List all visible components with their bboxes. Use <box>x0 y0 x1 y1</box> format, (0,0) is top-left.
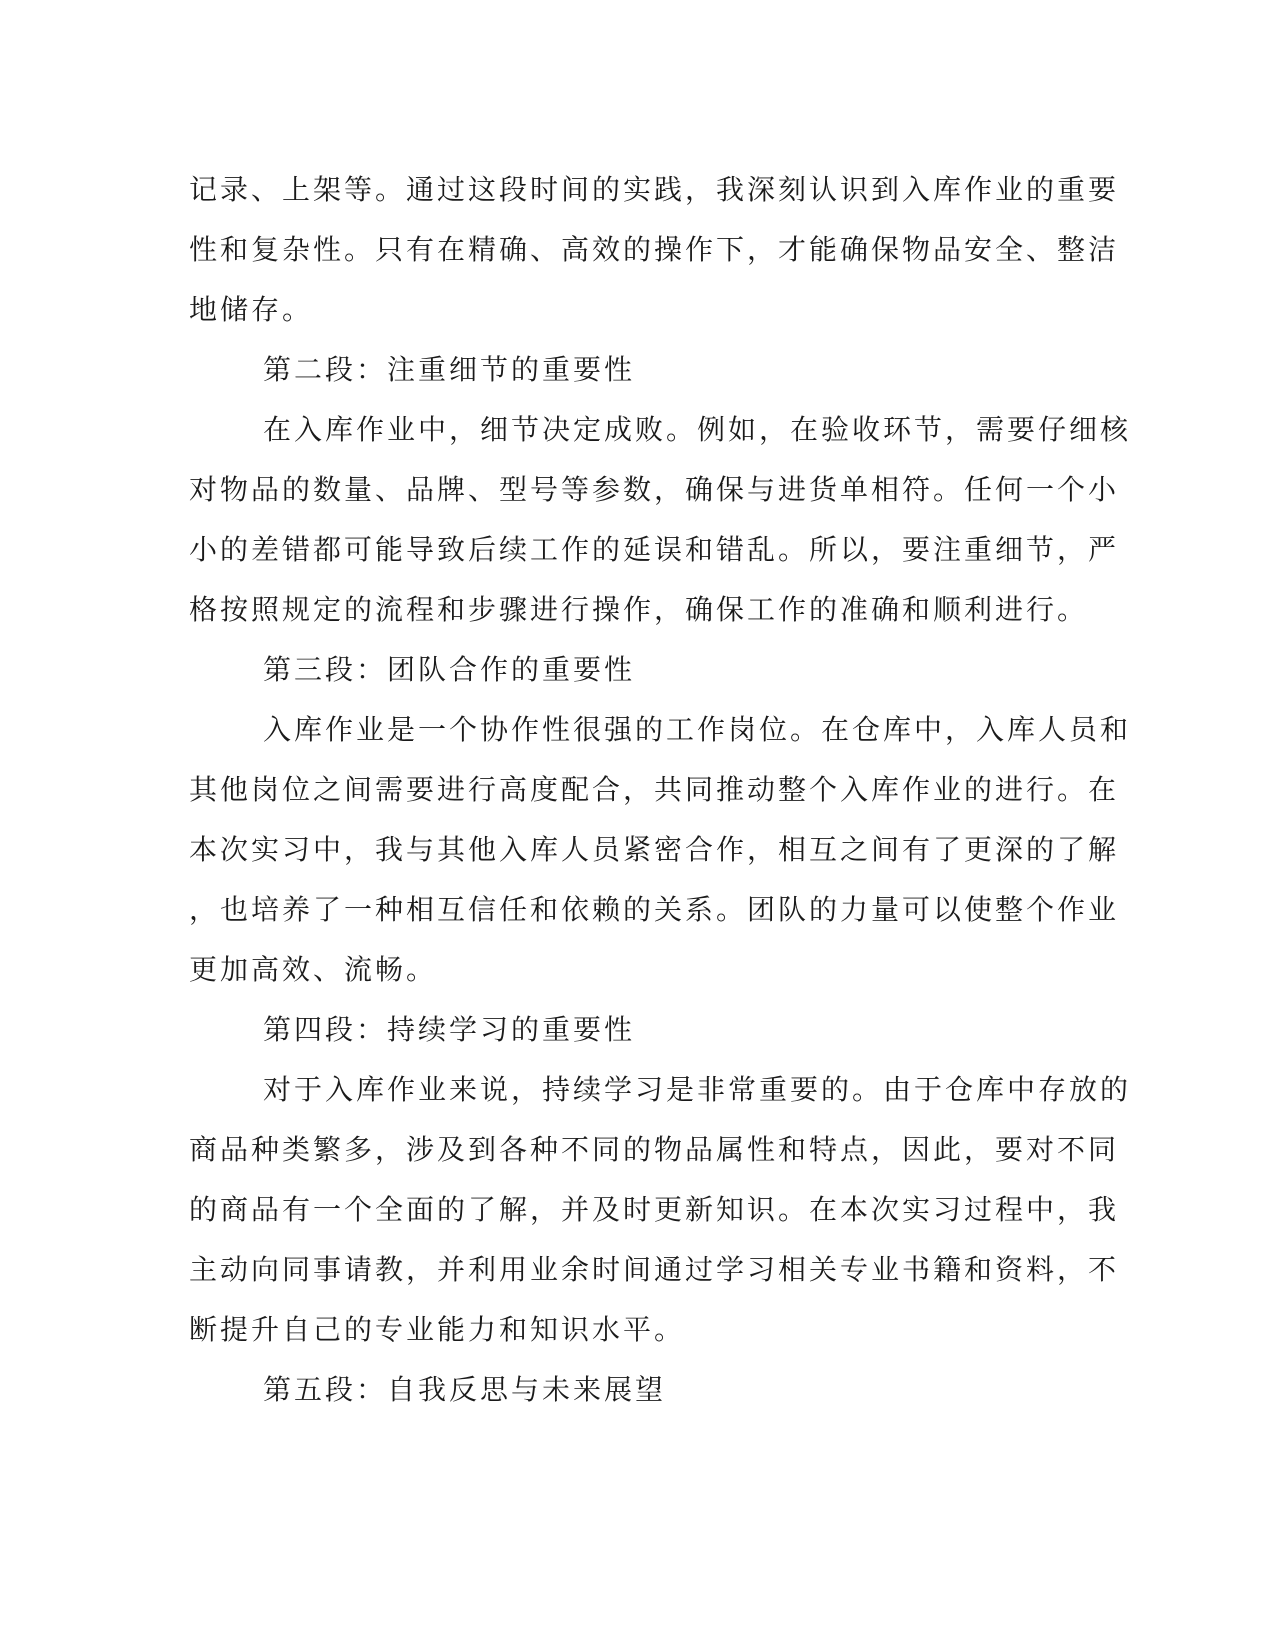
paragraph-line: 入库作业是一个协作性很强的工作岗位。在仓库中，入库人员和 <box>263 713 1132 746</box>
paragraph-line: 其他岗位之间需要进行高度配合，共同推动整个入库作业的进行。在 <box>189 773 1120 806</box>
section-heading-3: 第三段：团队合作的重要性 <box>263 653 636 686</box>
section-heading-5: 第五段：自我反思与未来展望 <box>263 1373 667 1406</box>
paragraph-line: 更加高效、流畅。 <box>189 953 438 986</box>
paragraph-line: 对于入库作业来说，持续学习是非常重要的。由于仓库中存放的 <box>263 1073 1132 1106</box>
paragraph-line: 本次实习中，我与其他入库人员紧密合作，相互之间有了更深的了解 <box>189 833 1120 866</box>
paragraph-line: 地储存。 <box>189 293 314 326</box>
paragraph-line: 的商品有一个全面的了解，并及时更新知识。在本次实习过程中，我 <box>189 1193 1120 1226</box>
paragraph-line: 主动向同事请教，并利用业余时间通过学习相关专业书籍和资料，不 <box>189 1253 1120 1286</box>
paragraph-line: 记录、上架等。通过这段时间的实践，我深刻认识到入库作业的重要 <box>189 173 1120 206</box>
paragraph-line: 格按照规定的流程和步骤进行操作，确保工作的准确和顺利进行。 <box>189 593 1089 626</box>
section-heading-2: 第二段：注重细节的重要性 <box>263 353 636 386</box>
paragraph-line: 在入库作业中，细节决定成败。例如，在验收环节，需要仔细核 <box>263 413 1132 446</box>
paragraph-line: ，也培养了一种相互信任和依赖的关系。团队的力量可以使整个作业 <box>189 893 1120 926</box>
document-body <box>189 160 1132 1420</box>
paragraph-line: 断提升自己的专业能力和知识水平。 <box>189 1313 686 1346</box>
paragraph-line: 对物品的数量、品牌、型号等参数，确保与进货单相符。任何一个小 <box>189 473 1120 506</box>
paragraph-line: 商品种类繁多，涉及到各种不同的物品属性和特点，因此，要对不同 <box>189 1133 1120 1166</box>
paragraph-line: 小的差错都可能导致后续工作的延误和错乱。所以，要注重细节，严 <box>189 533 1120 566</box>
paragraph-line: 性和复杂性。只有在精确、高效的操作下，才能确保物品安全、整洁 <box>189 233 1120 266</box>
section-heading-4: 第四段：持续学习的重要性 <box>263 1013 636 1046</box>
